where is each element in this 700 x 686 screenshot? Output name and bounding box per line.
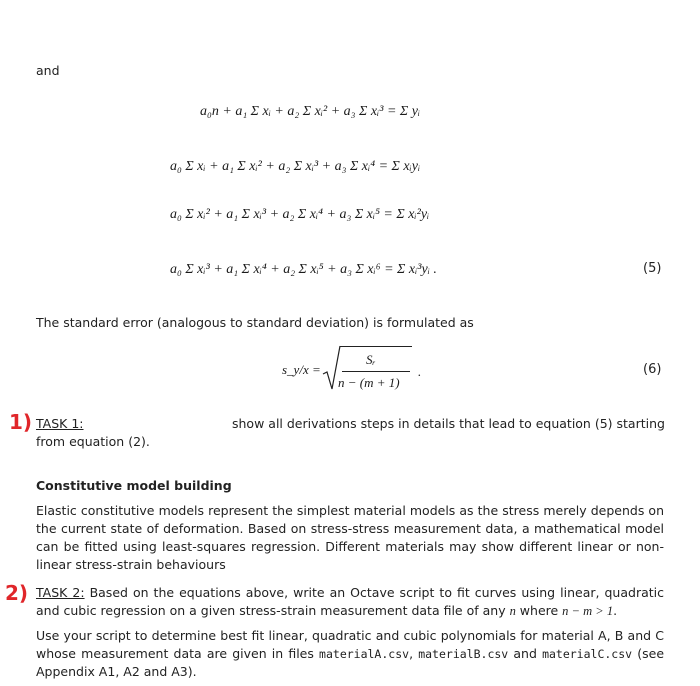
std-error-lhs: s_y/x = (282, 362, 321, 377)
task1-text: show all derivations steps in details that lead to equation (5) starting (232, 416, 665, 431)
usage-sep-2: and (508, 646, 543, 661)
std-error-numerator: Sᵣ (366, 352, 376, 367)
std-error-denominator: n − (m + 1) (338, 375, 400, 390)
std-error-trail: . (418, 364, 422, 379)
task2-label: TASK 2: (36, 585, 85, 600)
intro-word: and (36, 63, 60, 78)
task1-label (36, 415, 84, 433)
section-heading: Constitutive model building (36, 478, 232, 493)
section-paragraph: Elastic constitutive models represent the simplest material models as the stress merely depends on the current state of deformation. Based on stress-stress measurement data, a mathematical model can be fitted using least-squares regression. Different materials may show different linear or non-linear stress-strain behaviours (36, 503, 664, 572)
task1-marker: 1) (9, 410, 33, 434)
task2-text-a: Based on the equations above, write an Octave script to fit curves using linear, quadratic and cubic regression on a given stress-strain measurement data file of any (36, 585, 664, 618)
usage-text-b: (see Appendix A1, A2 and A3). (36, 646, 665, 679)
equation-number-6: (6) (643, 362, 662, 377)
radical-bar (340, 346, 412, 347)
equation-row-2: a₀ Σ xᵢ + a₁ Σ xᵢ² + a₂ Σ xᵢ³ + a₃ Σ xᵢ⁴ = Σ xᵢyᵢ (170, 159, 421, 174)
usage-paragraph (36, 627, 664, 681)
usage-sep-1: , (409, 646, 419, 661)
task1-label-text: TASK 1: (36, 416, 84, 431)
equation-row-3: a₀ Σ xᵢ² + a₁ Σ xᵢ³ + a₂ Σ xᵢ⁴ + a₃ Σ xᵢ⁵ = Σ xᵢ²yᵢ (170, 207, 430, 222)
task1-text-continued: from equation (2). (36, 434, 150, 449)
file-material-c: materialC.csv (542, 647, 633, 661)
file-material-a: materialA.csv (319, 647, 410, 661)
task2-condition: n − m > 1 (562, 604, 614, 618)
equation-row-4: a₀ Σ xᵢ³ + a₁ Σ xᵢ⁴ + a₂ Σ xᵢ⁵ + a₃ Σ xᵢ⁶ = Σ xᵢ³yᵢ . (170, 262, 437, 277)
task2-marker: 2) (5, 581, 29, 605)
task2-text (36, 584, 664, 620)
equation-row-1: a₀n + a₁ Σ xᵢ + a₂ Σ xᵢ² + a₃ Σ xᵢ³ = Σ yᵢ (200, 104, 421, 119)
task2-text-b: where (515, 603, 563, 618)
task2-text-c: . (613, 603, 618, 618)
equation-number-5: (5) (643, 261, 662, 276)
task2-var-n: n (509, 604, 516, 618)
usage-text-a: Use your script to determine best fit linear, quadratic and cubic polynomials for material A, B and C whose measurement data are given in files (36, 628, 664, 661)
file-material-b: materialB.csv (418, 647, 509, 661)
std-error-sentence: The standard error (analogous to standard deviation) is formulated as (36, 315, 474, 330)
fraction-bar (342, 371, 410, 372)
